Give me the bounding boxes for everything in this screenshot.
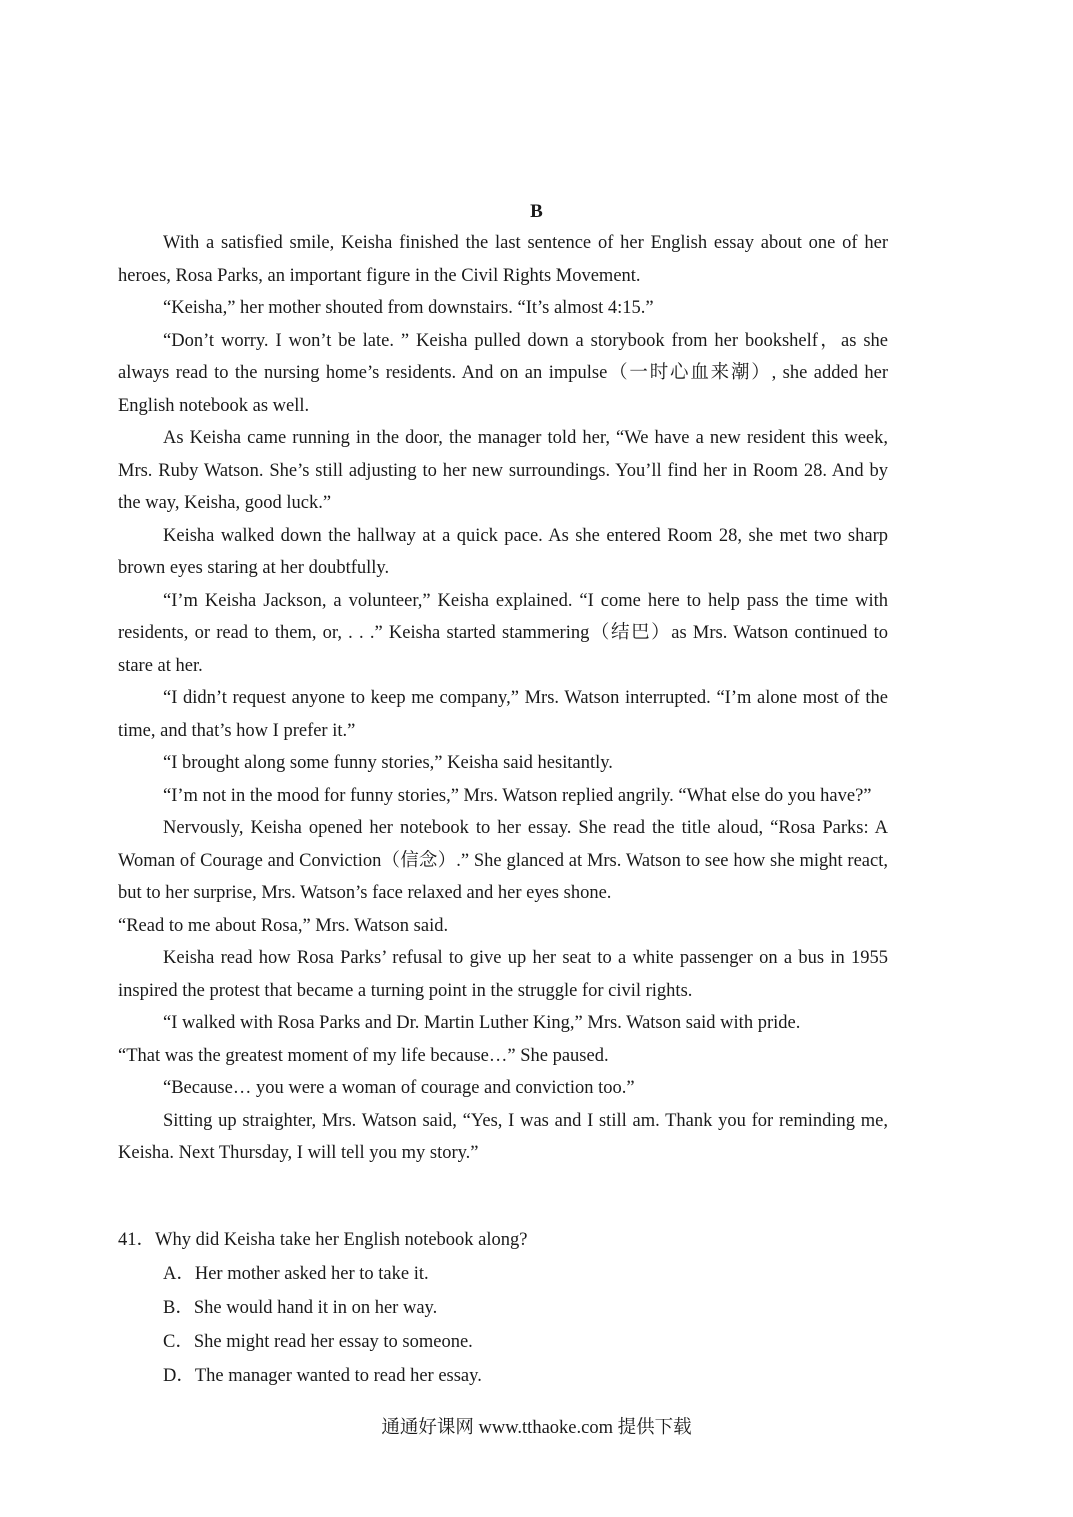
paragraph: Nervously, Keisha opened her notebook to her essay. She read the title aloud, “Rosa Parks: A Woman of Courage and Conviction（信念）.” She glanced at Mrs. Watson to see how she might react, but to her surprise, Mrs. Watson’s face relaxed and her eyes shone. (118, 818, 888, 903)
paragraph: “I didn’t request anyone to keep me company,” Mrs. Watson interrupted. “I’m alone most of the time, and that’s how I prefer it.” (118, 688, 888, 741)
question-41 (118, 1223, 888, 1393)
paragraph: As Keisha came running in the door, the manager told her, “We have a new resident this week, Mrs. Ruby Watson. She’s still adjusting to her new surroundings. You’ll find her in Room 28. And by the way, Keisha, good luck.” (118, 428, 888, 513)
paragraph: “Don’t worry. I won’t be late. ” Keisha pulled down a storybook from her bookshelf，as she always read to the nursing home’s residents. And on an impulse（一时心血来潮）, she added her English notebook as well. (118, 330, 888, 416)
option-b: B．She would hand it in on her way. (163, 1298, 438, 1318)
reading-passage (118, 227, 888, 1170)
paragraph: “That was the greatest moment of my life because…” She paused. (118, 1045, 609, 1066)
option-c: C．She might read her essay to someone. (163, 1332, 473, 1352)
section-title: B (530, 201, 543, 222)
paragraph: Keisha read how Rosa Parks’ refusal to give up her seat to a white passenger on a bus in 1955 inspired the protest that became a turning point in the struggle for civil rights. (118, 948, 888, 1001)
paragraph: “Because… you were a woman of courage and conviction too.” (163, 1078, 635, 1098)
paragraph: “I’m not in the mood for funny stories,” Mrs. Watson replied angrily. “What else do you have?” (163, 785, 872, 806)
paragraph: “I walked with Rosa Parks and Dr. Martin Luther King,” Mrs. Watson said with pride. (163, 1013, 801, 1033)
question-stem: 41．Why did Keisha take her English notebook along? (118, 1230, 528, 1250)
paragraph: Sitting up straighter, Mrs. Watson said, “Yes, I was and I still am. Thank you for reminding me, Keisha. Next Thursday, I will tell you my story.” (118, 1110, 888, 1163)
paragraph: “I brought along some funny stories,” Keisha said hesitantly. (163, 753, 613, 773)
paragraph: Keisha walked down the hallway at a quick pace. As she entered Room 28, she met two sharp brown eyes staring at her doubtfully. (118, 525, 888, 578)
paragraph: “Read to me about Rosa,” Mrs. Watson said. (118, 915, 449, 936)
page-footer: 通通好课网 www.tthaoke.com 提供下载 (381, 1418, 692, 1438)
paragraph: “I’m Keisha Jackson, a volunteer,” Keisha explained. “I come here to help pass the time with residents, or read to them, or, . . .” Keisha started stammering（结巴）as Mrs. Watson continued to stare at her. (118, 590, 888, 676)
option-d: D．The manager wanted to read her essay. (163, 1366, 482, 1386)
paragraph: With a satisfied smile, Keisha finished the last sentence of her English essay about one of her heroes, Rosa Parks, an important figure in the Civil Rights Movement. (118, 233, 888, 286)
paragraph: “Keisha,” her mother shouted from downstairs. “It’s almost 4:15.” (163, 298, 654, 318)
option-a: A．Her mother asked her to take it. (163, 1264, 429, 1284)
